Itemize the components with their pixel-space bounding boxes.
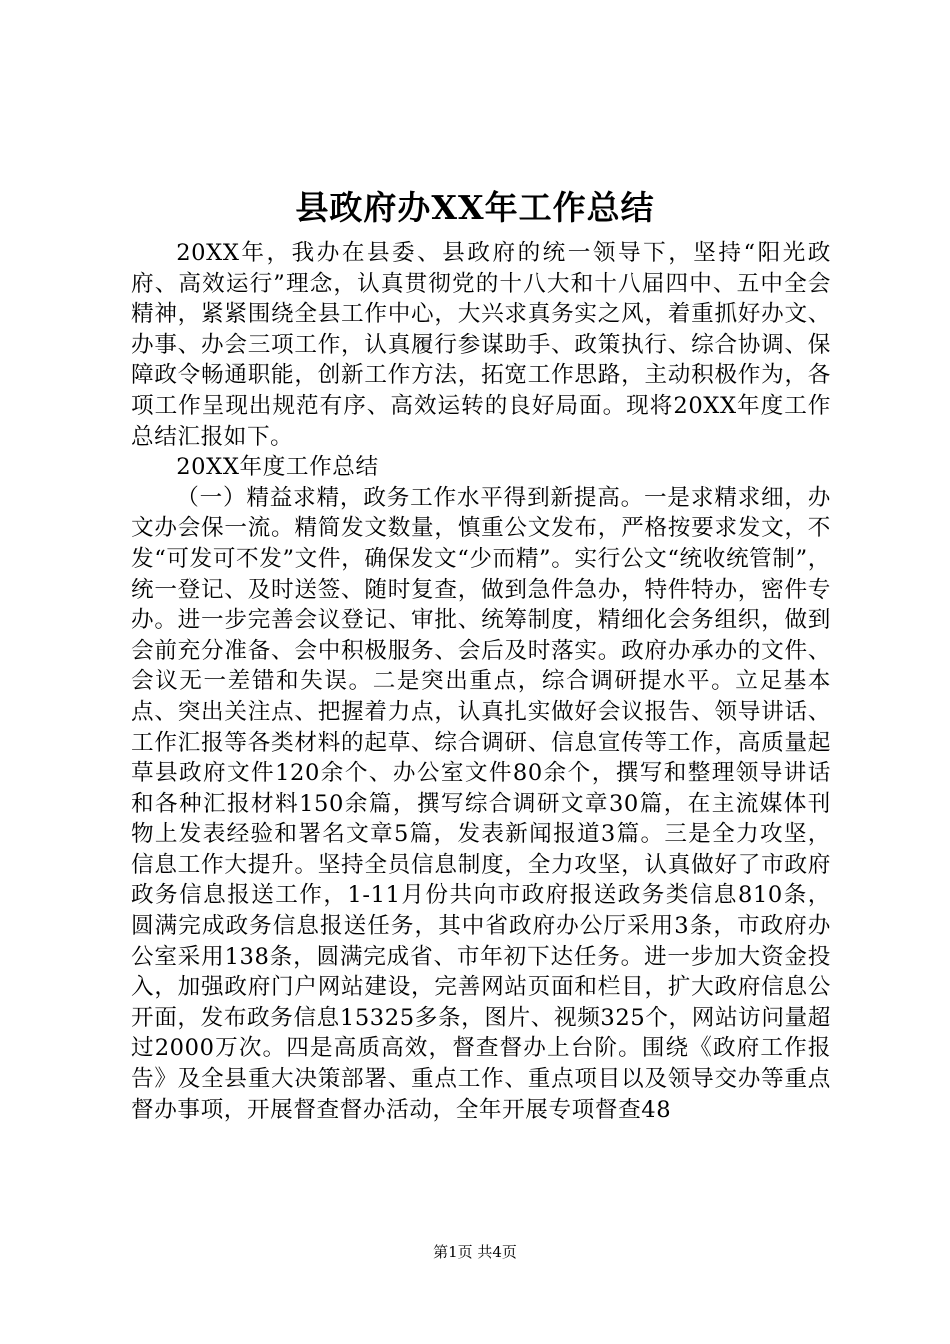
paragraph-intro: 20XX年，我办在县委、县政府的统一领导下，坚持“阳光政府、高效运行”理念，认真贯彻党的十八大和十八届四中、五中全会精神，紧紧围绕全县工作中心，大兴求真务实之风，着重抓好办文、办事、办会三项工作，认真履行参谋助手、政策执行、综合协调、保障政令畅通职能，创新工作方法，拓宽工作思路，主动积极作为，各项工作呈现出规范有序、高效运转的良好局面。现将20XX年度工作总结汇报如下。 [131,240,831,450]
paragraph-section-one: （一）精益求精，政务工作水平得到新提高。一是求精求细，办文办会保一流。精简发文数量，慎重公文发布，严格按要求发文，不发“可发可不发”文件，确保发文“少而精”。实行公文“统收统管制”，统一登记、及时送签、随时复查，做到急件急办，特件特办，密件专办。进一步完善会议登记、审批、统筹制度，精细化会务组织，做到会前充分准备、会中积极服务、会后及时落实。政府办承办的文件、会议无一差错和失误。二是突出重点，综合调研提水平。立足基本点、突出关注点、把握着力点，认真扎实做好会议报告、领导讲话、工作汇报等各类材料的起草、综合调研、信息宣传等工作，高质量起草县政府文件120余个、办公室文件80余个，撰写和整理领导讲话和各种汇报材料150余篇，撰写综合调研文章30篇，在主流媒体刊物上发表经验和署名文章5篇，发表新闻报道3篇。三是全力攻坚，信息工作大提升。坚持全员信息制度，全力攻坚，认真做好了市政府政务信息报送工作，1-11月份共向市政府报送政务类信息810条，圆满完成政务信息报送任务，其中省政府办公厅采用3条，市政府办公室采用138条，圆满完成省、市年初下达任务。进一步加大资金投入，加强政府门户网站建设，完善网站页面和栏目，扩大政府信息公开面，发布政务信息15325多条，图片、视频325个，网站访问量超过2000万次。四是高质高效，督查督办上台阶。围绕《政府工作报告》及全县重大决策部署、重点工作、重点项目以及领导交办等重点督办事项，开展督查督办活动，全年开展专项督查48 [131,484,831,1123]
document-body [131,238,831,1125]
paragraph-section-heading: 20XX年度工作总结 [176,454,379,481]
document-title: 县政府办XX年工作总结 [295,188,655,227]
page-number-footer: 第1页 共4页 [433,1243,517,1261]
